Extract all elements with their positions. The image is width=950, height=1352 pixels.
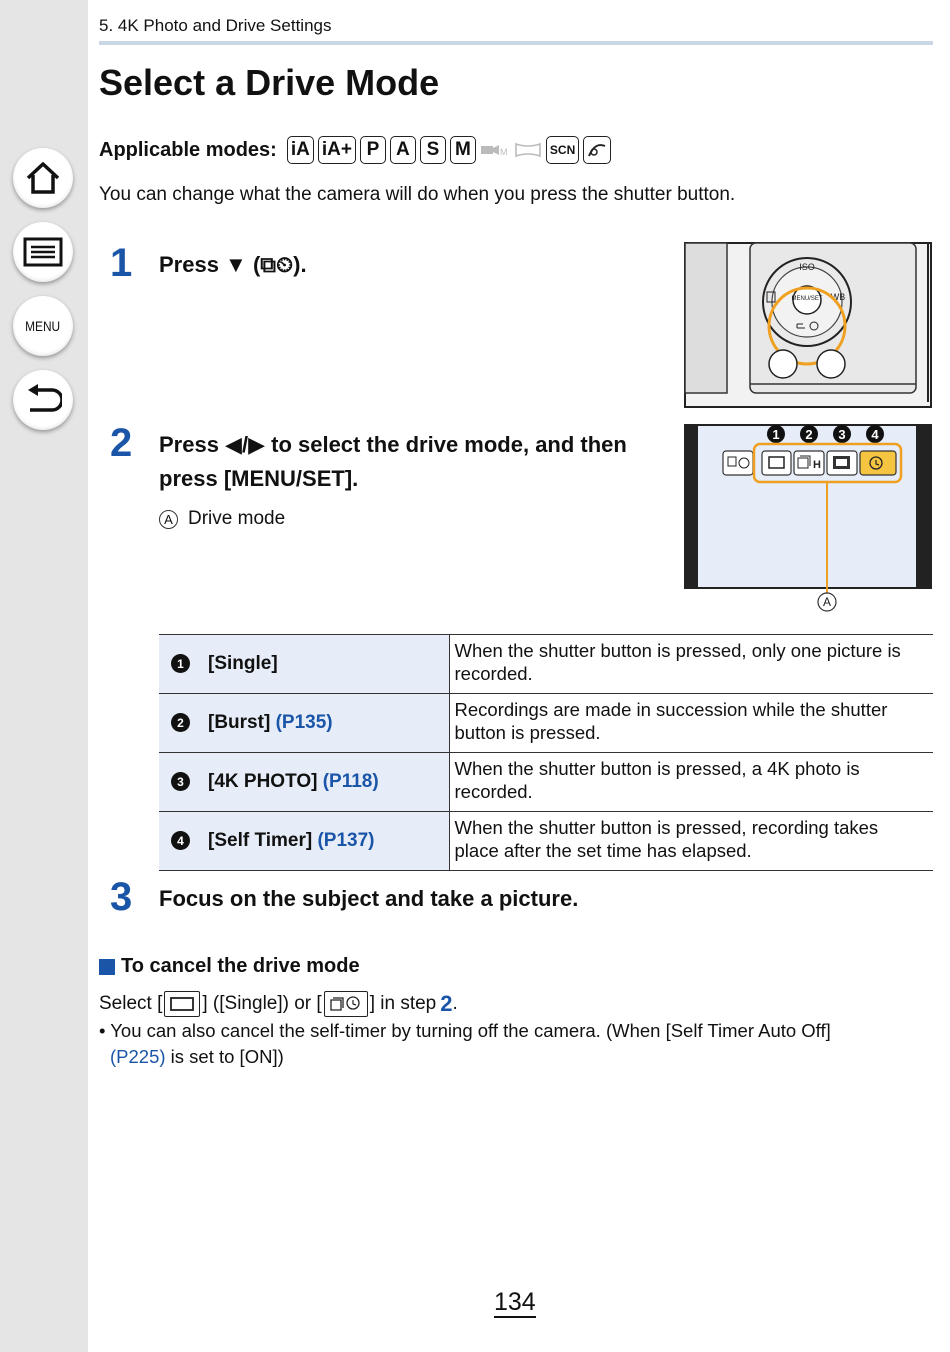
section-header: 5. 4K Photo and Drive Settings (99, 16, 332, 35)
step-3-text: Focus on the subject and take a picture. (159, 886, 579, 911)
note (99, 1018, 919, 1070)
cancel-text-pre: Select [ (99, 993, 163, 1014)
list-icon (23, 237, 63, 267)
mode-description: Recordings are made in succession while the shutter button is pressed. (449, 694, 933, 753)
cancel-text-mid-2: ] in step (369, 993, 437, 1014)
back-arrow-icon (24, 384, 62, 416)
contents-button[interactable] (13, 222, 73, 282)
drive-mode-legend (159, 508, 285, 530)
figure-number-2: 2 (805, 427, 813, 442)
mode-name-cell (159, 753, 449, 812)
drive-mode-table (159, 634, 933, 871)
mode-s: S (420, 136, 446, 164)
note-line-1: • You can also cancel the self-timer by turning off the camera. (When [Self Timer Auto Off] (99, 1020, 831, 1041)
legend-text: Drive mode (188, 508, 286, 529)
heading-square-icon (99, 959, 115, 975)
step-3-number: 3 (110, 875, 133, 919)
burst-h-label: H (813, 459, 821, 471)
cancel-heading (99, 955, 360, 978)
mode-description: When the shutter button is pressed, recording takes place after the set time has elapsed. (449, 812, 933, 871)
row-number: 2 (171, 713, 190, 732)
intro-text: You can change what the camera will do when you press the shutter button. (99, 184, 736, 205)
figure-marker-a: A (822, 595, 832, 609)
menu-label: MENU (25, 318, 61, 334)
page-link[interactable]: (P135) (275, 712, 333, 733)
drive-mode-screen-figure (684, 422, 932, 614)
home-button[interactable] (13, 148, 73, 208)
svg-text:M: M (499, 147, 508, 157)
figure-number-3: 3 (838, 427, 846, 442)
figure-number-1: 1 (772, 427, 780, 442)
mode-name: [Self Timer] (208, 830, 313, 851)
header-rule (99, 41, 933, 45)
back-button[interactable] (13, 370, 73, 430)
step-2-line-2: press [MENU/SET]. (159, 466, 359, 491)
row-number: 4 (171, 831, 190, 850)
note-line-2 (99, 1044, 919, 1070)
mode-m: M (450, 136, 476, 164)
mode-a: A (390, 136, 416, 164)
legend-marker-a: A (159, 510, 178, 529)
panorama-mode-icon (514, 140, 542, 160)
dial-iso-label: ISO (799, 262, 815, 272)
table-row (159, 635, 933, 694)
dial-wb-label: WB (830, 292, 846, 302)
applicable-modes-label: Applicable modes: (99, 138, 277, 161)
applicable-modes (99, 136, 611, 164)
table-row (159, 753, 933, 812)
mode-name-cell (159, 694, 449, 753)
figure-number-4: 4 (871, 427, 879, 442)
row-number: 1 (171, 654, 190, 673)
page-link[interactable]: (P137) (317, 830, 375, 851)
step-2-line-1: Press ◀/▶ to select the drive mode, and then (159, 432, 627, 457)
creative-control-mode-icon (583, 136, 611, 164)
mode-name: [Burst] (208, 712, 271, 733)
table-row (159, 812, 933, 871)
page-link[interactable]: (P118) (322, 771, 379, 792)
home-icon (24, 160, 62, 196)
mode-name: [Single] (208, 653, 278, 674)
cancel-instruction (99, 991, 458, 1017)
dial-menu-set-label: MENU/SET (791, 296, 823, 302)
cancel-text-end: . (452, 993, 458, 1014)
mode-name: [4K PHOTO] (208, 771, 318, 792)
creative-video-mode-icon (480, 140, 510, 160)
mode-ia: iA (287, 136, 314, 164)
single-icon (164, 991, 200, 1017)
single-mode-icon (762, 451, 791, 475)
cancel-text-mid-1: ] ([Single]) or [ (202, 993, 322, 1014)
mode-description: When the shutter button is pressed, a 4K photo is recorded. (449, 753, 933, 812)
step-1-number: 1 (110, 241, 133, 285)
mode-description: When the shutter button is pressed, only one picture is recorded. (449, 635, 933, 694)
mode-ia-plus: iA+ (318, 136, 356, 164)
page-title: Select a Drive Mode (99, 62, 440, 103)
page-link[interactable]: (P225) (110, 1046, 166, 1067)
mode-p: P (360, 136, 386, 164)
row-number: 3 (171, 772, 190, 791)
step-2-number: 2 (110, 421, 133, 465)
menu-button[interactable] (13, 296, 73, 356)
step-1-text: Press ▼ (⧉⏲). (159, 252, 307, 277)
note-line-2-text: is set to [ON]) (165, 1046, 284, 1067)
camera-dial-figure (684, 242, 932, 408)
sidebar (0, 0, 88, 1352)
cancel-heading-text: To cancel the drive mode (121, 955, 360, 977)
table-row (159, 694, 933, 753)
mode-name-cell (159, 812, 449, 871)
mode-name-cell (159, 635, 449, 694)
self-timer-icon (860, 451, 896, 475)
self-timer-off-icon (324, 991, 368, 1017)
step-2-reference[interactable]: 2 (440, 991, 453, 1016)
mode-scn: SCN (546, 136, 579, 164)
page-number: 134 (494, 1288, 536, 1316)
